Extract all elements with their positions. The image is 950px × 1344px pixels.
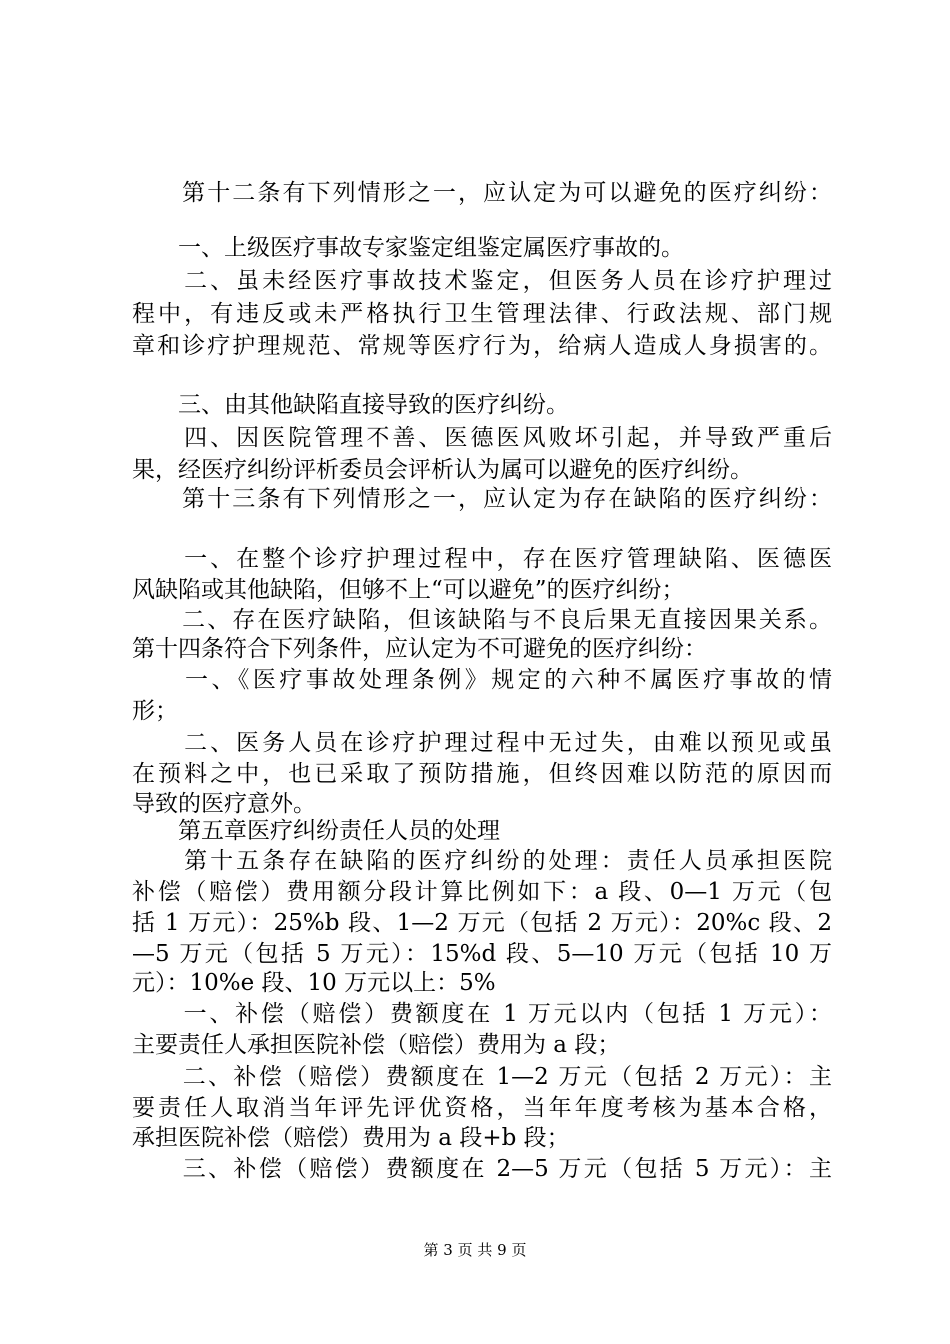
- paragraph-line: 导致的医疗意外。: [132, 791, 316, 817]
- paragraph-line: 第十四条符合下列条件，应认定为不可避免的医疗纠纷：: [132, 636, 707, 662]
- paragraph-line: 要责任人取消当年评先评优资格，当年年度考核为基本合格，: [132, 1095, 832, 1121]
- paragraph-line: 一、补偿（赔偿）费额度在 1 万元以内（包括 1 万元）：: [132, 1001, 832, 1027]
- paragraph-line: 括 1 万元）：25%b 段、1—2 万元（包括 2 万元）：20%c 段、2: [132, 910, 832, 936]
- paragraph-line: 风缺陷或其他缺陷，但够不上“可以避免”的医疗纠纷；: [132, 577, 685, 603]
- paragraph-line: 承担医院补偿（赔偿）费用为 a 段+b 段；: [132, 1125, 570, 1151]
- paragraph-line: —5 万元（包括 5 万元）：15%d 段、5—10 万元（包括 10 万: [132, 941, 832, 967]
- paragraph-line: 主要责任人承担医院补偿（赔偿）费用为 a 段；: [132, 1032, 621, 1058]
- paragraph-line: 在预料之中，也已采取了预防措施，但终因难以防范的原因而: [132, 761, 832, 787]
- paragraph-line: 果，经医疗纠纷评析委员会评析认为属可以避免的医疗纠纷。: [132, 457, 753, 483]
- paragraph-line: 二、补偿（赔偿）费额度在 1—2 万元（包括 2 万元）：主: [132, 1064, 832, 1090]
- paragraph-line: 章和诊疗护理规范、常规等医疗行为，给病人造成人身损害的。: [132, 333, 832, 359]
- chapter-heading: 第五章医疗纠纷责任人员的处理: [132, 818, 500, 844]
- paragraph-line: 二、医务人员在诊疗护理过程中无过失，由难以预见或虽: [132, 730, 832, 756]
- paragraph-line: 第十二条有下列情形之一，应认定为可以避免的医疗纠纷：: [132, 180, 832, 206]
- page-number: 第 3 页 共 9 页: [423, 1241, 527, 1259]
- paragraph-line: 一、上级医疗事故专家鉴定组鉴定属医疗事故的。: [132, 235, 684, 261]
- paragraph-line: 第十五条存在缺陷的医疗纠纷的处理：责任人员承担医院: [132, 848, 832, 874]
- paragraph-line: 一、《医疗事故处理条例》规定的六种不属医疗事故的情: [132, 667, 832, 693]
- paragraph-line: 程中，有违反或未严格执行卫生管理法律、行政法规、部门规: [132, 301, 832, 327]
- paragraph-line: 四、因医院管理不善、医德医风败坏引起，并导致严重后: [132, 425, 832, 451]
- paragraph-line: 二、虽未经医疗事故技术鉴定，但医务人员在诊疗护理过: [132, 268, 832, 294]
- paragraph-line: 三、补偿（赔偿）费额度在 2—5 万元（包括 5 万元）：主: [132, 1156, 832, 1182]
- paragraph-line: 二、存在医疗缺陷，但该缺陷与不良后果无直接因果关系。: [132, 607, 832, 633]
- paragraph-line: 第十三条有下列情形之一，应认定为存在缺陷的医疗纠纷：: [132, 486, 832, 512]
- paragraph-line: 形；: [132, 698, 178, 724]
- paragraph-line: 三、由其他缺陷直接导致的医疗纠纷。: [132, 392, 569, 418]
- paragraph-line: 补偿（赔偿）费用额分段计算比例如下：a 段、0—1 万元（包: [132, 879, 832, 905]
- paragraph-line: 元）：10%e 段、10 万元以上：5%: [132, 970, 496, 996]
- paragraph-line: 一、在整个诊疗护理过程中，存在医疗管理缺陷、医德医: [132, 546, 832, 572]
